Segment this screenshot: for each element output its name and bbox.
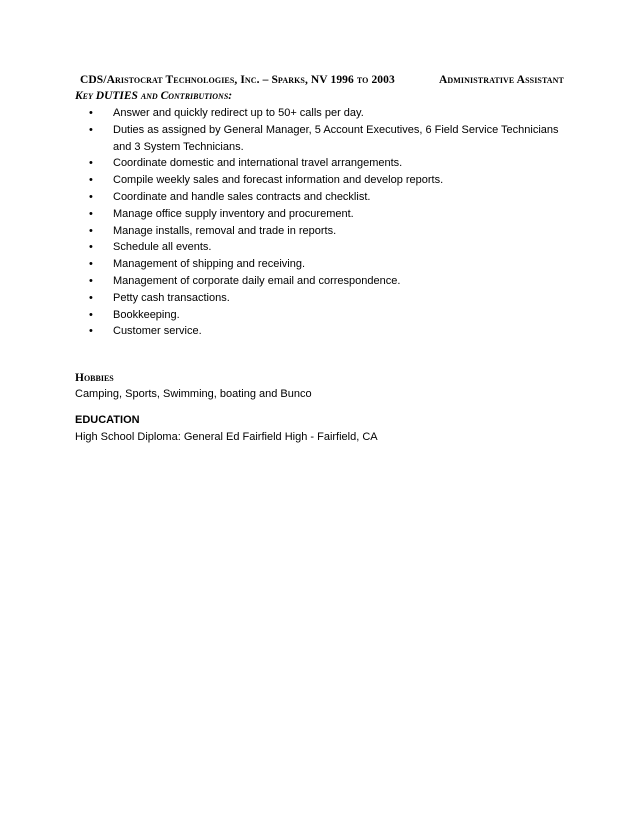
duty-text: Coordinate domestic and international travel arrangements. [113,157,403,170]
list-item [88,206,568,223]
list-item [88,256,568,273]
list-item [88,155,568,172]
duty-text: Duties as assigned by General Manager, 5 Account Executives, 6 Field Service Technicians and 3 System Technicians. [113,123,559,153]
bullet-icon: • [89,174,93,187]
list-item [88,307,568,324]
duty-text: Coordinate and handle sales contracts and checklist. [113,190,371,203]
duty-text: Answer and quickly redirect up to 50+ calls per day. [113,107,364,119]
hobbies-heading: Hobbies [75,372,114,384]
hobbies-text: Camping, Sports, Swimming, boating and Bunco [75,388,312,400]
duty-text: Management of corporate daily email and correspondence. [113,274,401,287]
list-item [88,223,568,240]
job-company: CDS/Aristocrat Technologies, Inc. – Sparks, NV 1996 to 2003 [80,74,395,86]
duty-text: Compile weekly sales and forecast information and develop reports. [113,174,444,187]
bullet-icon: • [89,325,93,338]
list-item [88,172,568,189]
list-item [88,239,568,256]
bullet-icon: • [89,157,93,170]
duty-text: Bookkeeping. [113,308,180,321]
bullet-icon: • [89,274,93,287]
duty-text: Petty cash transactions. [113,291,230,304]
bullet-icon: • [89,207,93,220]
bullet-icon: • [89,190,93,203]
education-heading: EDUCATION [75,414,140,426]
bullet-icon: • [89,107,93,119]
duty-text: Customer service. [113,325,202,338]
bullet-icon: • [89,123,93,136]
bullet-icon: • [89,308,93,321]
duty-text: Manage installs, removal and trade in reports. [113,224,337,237]
list-item [88,122,568,156]
duties-list [88,105,568,340]
bullet-icon: • [89,291,93,304]
list-item [88,273,568,290]
list-item [88,290,568,307]
duties-heading: Key DUTIES and Contributions: [75,90,233,102]
bullet-icon: • [89,241,93,254]
duty-text: Management of shipping and receiving. [113,258,306,271]
list-item [88,189,568,206]
list-item [88,323,568,340]
list-item [88,105,568,122]
duty-text: Schedule all events. [113,241,212,254]
bullet-icon: • [89,258,93,271]
bullet-icon: • [89,224,93,237]
education-text: High School Diploma: General Ed Fairfield High - Fairfield, CA [75,431,378,443]
duty-text: Manage office supply inventory and procurement. [113,207,354,220]
job-title: Administrative Assistant [439,74,564,86]
